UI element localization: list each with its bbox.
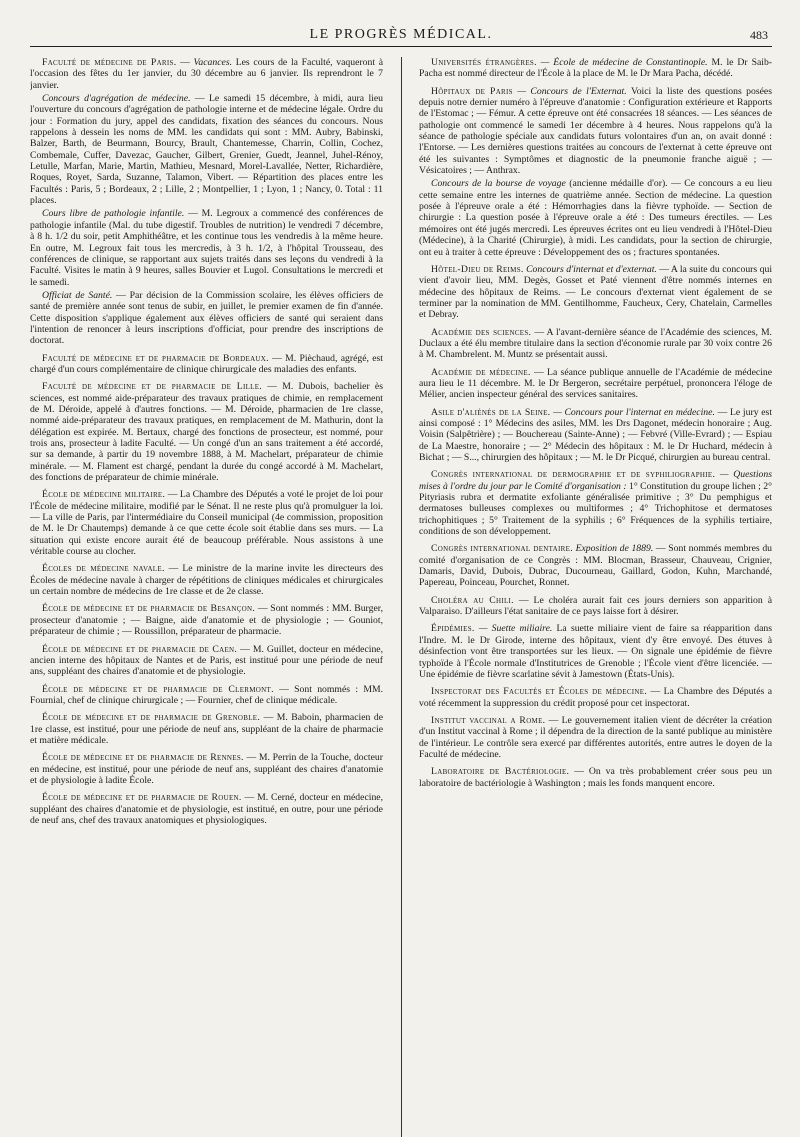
item-text: — M. Perrin de la Touche, docteur en médecine, est institué, pour une période de neuf ans, suppléant des chaires d'anatomie et de physiologie à ladite École. <box>30 752 383 786</box>
item-heading: Congrès international de dermographie et de syphiliographie. <box>431 469 716 481</box>
news-item <box>419 766 772 789</box>
item-text: — M. Baboin, pharmacien de 1re classe, est institué, pour une période de neuf ans, suppléant de la chaire de pharmacie et matière médicale. <box>30 712 384 746</box>
item-heading: École de médecine et de pharmacie de Grenoble. <box>42 712 261 724</box>
news-item <box>419 623 772 680</box>
item-text: — M. Cerné, docteur en médecine, suppléant des chaires d'anatomie et de physiologie, est institué, en outre, pour une période de neuf ans, chef des travaux anatomiques et physiologiques. <box>30 792 384 826</box>
item-heading: Universités étrangères. <box>431 57 537 68</box>
item-lead: — Suette miliaire. <box>478 623 553 635</box>
item-lead: — Concours de l'Externat. <box>517 85 627 97</box>
news-item <box>419 715 772 760</box>
item-lead: Concours d'internat et d'externat. <box>526 263 657 275</box>
item-text: — La Chambre des Députés a voté le projet de loi pour l'École de médecine militaire, modifié par le Sénat. Il ne reste plus qu'à promulguer la loi. — La ville de Paris, par l'intermédiaire du Conseil municipal (4e commission, proposition de M. le Dr Chautemps) demande à ce que cette école soit établie dans ses murs. — La situation qui existe encore aurait été de beaucoup préférable. Nous assistons à une véritable course au clocher. <box>30 489 383 558</box>
item-heading: Hôtel-Dieu de Reims. <box>431 263 524 275</box>
right-column <box>415 57 772 1137</box>
news-item <box>30 381 383 483</box>
item-text: (ancienne médaille d'or). — Ce concours a eu lieu cette semaine entre les internes de quatrième année. Section de médecine. La question posée à l'épreuve orale a été : Hémorrhagies dans la fièvre typhoïde. — Section de chirurgie : La question posée à l'épreuve orale a été : Des tumeurs érectiles. — Les mémoires ont été jugés mercredi. Les épreuves écrites ont eu lieu vendredi à l'Hôtel-Dieu (Médecine), à la Charité (Chirurgie), à midi. Les candidats, pour la section de chirurgie, ont eu à traiter à cette épreuve : Développement des os ; fractures spontanées. <box>419 178 772 258</box>
news-item <box>419 327 772 361</box>
news-item <box>30 603 383 637</box>
item-text: — A la suite du concours qui vient d'avoir lieu, MM. Degès, Gosset et Paté viennent d'être nommés internes en médecine des hôpitaux de Reims. — Le concours d'externat vient également de se terminer par la nomination de MM. Gentilhomme, Faucheux, Cery, Chatelain, Carmelles et Debray. <box>419 263 772 321</box>
news-item <box>30 563 383 597</box>
item-heading: Laboratoire de Bactériologie. <box>431 766 570 778</box>
news-item <box>419 686 772 709</box>
item-heading: École de médecine et de pharmacie de Rennes. <box>42 752 244 764</box>
item-heading: Choléra au Chili. <box>431 594 514 606</box>
item-text: — M. Dubois, bachelier ès sciences, est nommé aide-préparateur des travaux pratiques de chimie, en remplacement de M. Déroide, appelé à d'autres fonctions. — M. Déroide, pharmacien de 1re classe, nommé aide-préparateur des travaux pratiques, en remplacement de M. Mathurin, dont la délégation est expirée. M. Bertaux, chargé des fonctions de prosecteur, est nommé, pour trois ans, prosecteur à ladite Faculté. — Un congé d'un an sans traitement a été accordé, sur sa demande, à partir du 19 novembre 1888, à M. Machelart, préparateur de chimie minérale. — M. Flament est chargé, pendant la durée du congé accordé à M. Machelart, des fonctions de préparateur de chimie minérale. <box>30 381 383 484</box>
item-heading: Faculté de médecine et de pharmacie de Bordeaux. <box>42 352 269 364</box>
item-text: Voici la liste des questions posées depuis notre dernier numéro à l'épreuve d'anatomie : Configuration extérieure et Rapports de l'Estomac ; — Fémur. A cette épreuve ont été consacrées 18 séances. — Les séances de pathologie ont commencé le samedi 1er décembre à 4 heures. Nous rappelons qu'à la séance de pathologie spéciale aux candidats futurs volontaires d'un an, on avait donné : l'Entorse. — Les dernières questions traitées au concours de l'externat à cette épreuve ont été les suivantes : Symptômes et diagnostic de la pneumonie franche aiguë ; — Vésicatoires ; — Anthrax. <box>419 85 772 177</box>
item-heading: École de médecine et de pharmacie de Rouen. <box>42 792 242 804</box>
item-text: — M. Guillet, docteur en médecine, ancien interne des hôpitaux de Nantes et de Paris, est institué pour une période de neuf ans, suppléant des chaires d'anatomie et de physiologie. <box>30 643 384 678</box>
news-item: Faculté de médecine de Paris. — Vacances. Les cours de la Faculté, vaqueront à l'occasion des fêtes du 1er janvier, du 30 décembre au 6 janvier. Ils reprendront le 7 janvier. <box>30 57 384 91</box>
item-text: — Le jury est ainsi composé : 1° Médecins des asiles, MM. les Drs Dagonet, médecin honoraire ; Aug. Voisin (Salpêtrière) ; — Bouchereau (Sainte-Anne) ; — Febvré (Ville-Evrard) ; — Espiau de La Maestre, honoraire ; — 2° Médecin des hôpitaux : M. le Dr Huchard, médecin à Bichat ; — S..., chirurgien des hôpitaux ; — M. le Dr Picqué, chirurgien au bureau central. <box>419 406 772 463</box>
news-item <box>419 86 772 177</box>
news-item <box>30 353 383 376</box>
news-item <box>419 178 772 257</box>
item-text: — On va très probablement créer sous peu un laboratoire de bactériologie à Washington ; mais les fonds manquent encore. <box>419 766 772 789</box>
item-text: — Sont nommés : MM. Burger, prosecteur d'anatomie ; — Baigne, aide d'anatomie et de physiologie ; — Gouniot, préparateur de chimie ; — Roussillon, préparateur de pharmacie. <box>30 603 384 638</box>
news-item <box>30 712 383 746</box>
column-rule <box>401 57 402 1137</box>
page-number: 483 <box>750 28 768 42</box>
page-header <box>30 22 772 47</box>
item-heading: Asile d'aliénés de la Seine. <box>431 406 551 418</box>
item-lead: — Concours pour l'internat en médecine. <box>553 406 715 418</box>
news-item <box>30 752 383 786</box>
item-lead: Concours de la bourse de voyage <box>431 178 566 190</box>
left-column <box>30 57 387 1137</box>
news-item <box>419 543 772 588</box>
item-heading: Académie des sciences. <box>431 326 532 338</box>
item-text: — Le ministre de la marine invite les directeurs des Écoles de médecine navale à charger de répétitions de cliniques médicales et chirurgicales un certain nombre de médecins de 1re classe et de 2e classe. <box>30 563 383 598</box>
item-lead: Vacances. <box>193 57 233 68</box>
item-heading: École de médecine et de pharmacie de Clermont. <box>42 683 274 695</box>
item-heading: Académie de médecine. <box>431 366 531 378</box>
item-heading: Épidémies. <box>431 623 475 635</box>
item-text: La suette miliaire vient de faire sa réapparition dans l'Indre. M. le Dr Girode, interne des hôpitaux, vient d'y être envoyé. Des étuves à désinfection vont être transportées sur les lieux. — On signale une épidémie de fièvre typhoïde à l'École normale d'Institutrices de Grenoble ; l'École vient d'être licenciée. — Une épidémie de fièvre scarlatine sévit à Jamestown (États-Unis). <box>419 623 772 680</box>
item-text: — M. Legroux a commencé des conférences de pathologie infantile (Mal. du tube digestif. Troubles de nutrition) le vendredi 7 décembre, à 8 h. 1/2 du soir, petit Amphithéâtre, et les continue tous les vendredis à la même heure. En outre, M. Legroux fait tous les mercredis, à 3 h. 1/2, à l'hôpital Trousseau, des conférences de clinique, se rapportant aux sujets traités dans ses leçons du vendredi à la Faculté. Visites le matin à 9 heures, salles Bouvier et Lugol. Consultations le mercredi et le samedi. <box>30 208 384 288</box>
item-text: M. le Dr Saib-Pacha est nommé directeur de l'École à la place de M. le Dr Mara Pacha, décédé. <box>419 57 772 80</box>
item-lead: Exposition de 1889. <box>575 543 654 555</box>
item-lead: Officiat de Santé. <box>42 289 113 301</box>
item-heading: Inspectorat des Facultés et Écoles de médecine. <box>431 686 648 698</box>
news-item <box>419 264 772 321</box>
news-item <box>419 57 772 80</box>
item-heading: Écoles de médecine navale. <box>42 563 165 575</box>
item-text: — La séance publique annuelle de l'Académie de médecine aura lieu le 11 décembre. M. le Dr Bergeron, secrétaire perpétuel, prononcera l'éloge de Mélier, ancien inspecteur général des services sanitaires. <box>419 366 772 401</box>
news-item <box>30 684 383 707</box>
news-item <box>30 290 383 347</box>
item-text: — M. Pièchaud, agrégé, est chargé d'un cours complémentaire de clinique chirurgicale des maladies des enfants. <box>30 352 383 375</box>
item-heading: École de médecine militaire. <box>42 489 166 501</box>
item-heading: École de médecine et de pharmacie de Caen. <box>42 643 238 655</box>
item-text: — La Chambre des Députés a voté récemment la suppression du crédit proposé pour cet inspectorat. <box>419 686 772 709</box>
item-lead: Cours libre de pathologie infantile. <box>42 208 185 220</box>
item-text: Le samedi 15 décembre, à midi, aura lieu l'ouverture du concours d'agrégation de pathologie interne et de médecine légale. Ordre du jour : Formation du jury, appel des candidats, fixation des séances du concours. Nous rappelons à dessein les noms de MM. les candidats qui sont : MM. Aubry, Babinski, Balzer, Barth, de Beurmann, Bourcy, Brault, Chantemesse, Charrin, Collin, Cochez, Combemale, Cuffer, Davezac, Gaucher, Gilbert, Grenier, Guedt, Jeannel, Juhel-Rénoy, Letulle, Marfan, Marie, Martin, Mathieu, Mesnard, Morel-Lavallée, Netter, Richardière, Roques, Royet, Sarda, Suzanne, Talamon, Vibert. — Répartition des places entre les Facultés : Paris, 5 ; Bordeaux, 2 ; Lille, 2 ; Montpellier, 1 ; Lyon, 1 ; Nancy, 0. Total : 11 places. <box>30 93 383 207</box>
item-text: — Le choléra aurait fait ces jours derniers son apparition à Valparaiso. D'ailleurs l'état sanitaire de ce pays laisse fort à désirer. <box>419 594 772 618</box>
running-title: LE PROGRÈS MÉDICAL. <box>309 27 493 42</box>
news-item <box>30 208 383 287</box>
news-item <box>419 407 772 464</box>
news-item: Concours d'agrégation de médecine. — Le samedi 15 décembre, à midi, aura lieu l'ouverture du concours d'agrégation de pathologie interne et de médecine légale. Ordre du jour : Formation du jury, appel des candidats, fixation des séances du concours. Nous rappelons à dessein les noms de MM. les candidats qui sont : MM. Aubry, Babinski, Balzer, Barth, de Beurmann, Bourcy, Brault, Chantemesse, Charrin, Collin, Cochez, Combemale, Cuffer, Davezac, Gaucher, Gilbert, Grenier, Guedt, Jeannel, Juhel-Rénoy, Letulle, Marfan, Marie, Martin, Mathieu, Mesnard, Morel-Lavallée, Netter, Richardière, Roques, Royet, Sarda, Suzanne, Talamon, Vibert. — Répartition des places entre les Facultés : Paris, 5 ; Bordeaux, 2 ; Lille, 2 ; Montpellier, 1 ; Lyon, 1 ; Nancy, 0. Total : 11 places. <box>30 93 383 207</box>
news-item <box>419 469 772 537</box>
item-heading: Institut vaccinal a Rome. <box>431 714 546 726</box>
item-heading: École de médecine et de pharmacie de Besançon. <box>42 603 256 615</box>
item-lead: — École de médecine de Constantinople. <box>540 57 708 68</box>
news-item <box>30 644 383 678</box>
item-text: 1° Constitution du groupe lichen ; 2° Pityriasis rubra et dermatite exfoliante généralisée primitive ; 3° Du pemphigus et dermatoses bulleuses complexes ou multiformes ; 4° Trichophitose et dermatoses trichophitiques ; 5° Traitement de la syphilis ; 6° Fréquences de la syphilis tertiaire, conditions de son développement. <box>419 480 772 538</box>
item-heading: Hôpitaux de Paris <box>431 85 513 97</box>
text-columns <box>30 57 772 1137</box>
item-heading: Faculté de médecine et de pharmacie de Lille. <box>42 381 263 393</box>
item-text: — Sont nommés : MM. Fournial, chef de clinique chirurgicale ; — Fournier, chef de clinique médicale. <box>30 683 383 706</box>
news-item <box>419 595 772 618</box>
item-text: — Sont nommés membres du comité d'organisation de ce Congrès : MM. Blocman, Brasseur, Chauveau, Crignier, Damaris, David, Dubois, Dubrac, Ducourneau, Gaillard, Godon, Kuhn, Marchandé, Papereau, Poinceau, Pourchet, Ronnet. <box>419 543 772 589</box>
item-text: — A l'avant-dernière séance de l'Académie des sciences, M. Duclaux a été élu membre titulaire dans la section d'économie rurale par 30 voix contre 26 à M. Chambrelent. M. Muntz se présentait aussi. <box>419 326 772 361</box>
item-text: — Le gouvernement italien vient de décréter la création d'un Institut vaccinal à Rome ; il dépendra de la direction de la santé publique au ministère de l'intérieur. Le contrôle sera exercé par différentes autorités, entre autres le doyen de la Faculté de médecine. <box>419 714 772 760</box>
item-lead: Concours d'agrégation de médecine. <box>42 93 191 105</box>
news-item <box>419 367 772 401</box>
news-item <box>30 489 383 557</box>
item-lead: — Questions mises à l'ordre du jour par le Comité d'organisation : <box>419 469 772 492</box>
news-item <box>30 792 383 826</box>
item-text: Les cours de la Faculté, vaqueront à l'occasion des fêtes du 1er janvier, du 30 décembre au 6 janvier. Ils reprendront le 7 janvier. <box>30 57 384 91</box>
item-text: — Par décision de la Commission scolaire, les élèves officiers de santé de première année sont tenus de subir, en juillet, le premier examen de fin d'année. Cette disposition s'applique également aux élèves officiers de santé qui seraient dans l'intention de renoncer à leurs inscriptions d'officiat, pour prendre des inscriptions de doctorat. <box>30 289 383 347</box>
item-heading: Congrès international dentaire. <box>431 543 573 555</box>
item-heading: Faculté de médecine de Paris. <box>42 57 177 68</box>
